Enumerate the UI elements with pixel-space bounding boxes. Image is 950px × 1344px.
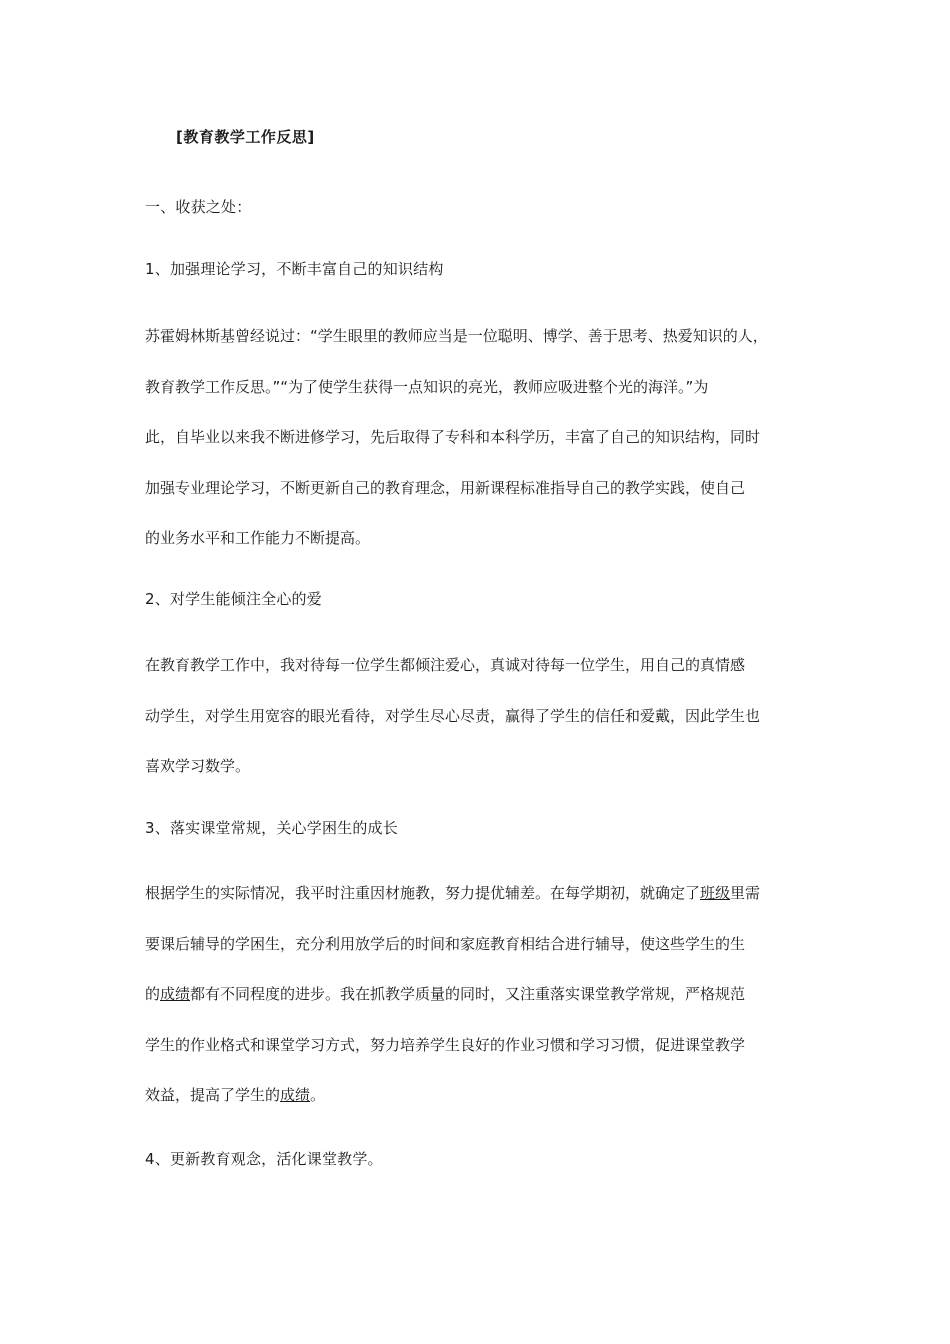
text-segment: 。 — [310, 1086, 326, 1104]
item-2-paragraph — [145, 640, 813, 792]
paragraph-line: 在教育教学工作中，我对待每一位学生都倾注爱心，真诚对待每一位学生，用自己的真情感 — [145, 656, 746, 674]
document-title: [教育教学工作反思] — [176, 128, 315, 146]
text-segment: 里需 — [730, 884, 761, 902]
paragraph-line: 动学生，对学生用宽容的眼光看待，对学生尽心尽责，赢得了学生的信任和爱戴，因此学生也 — [145, 706, 761, 725]
paragraph-line — [145, 1070, 813, 1121]
item-3-paragraph — [145, 868, 813, 1121]
text-segment: 根据学生的实际情况，我平时注重因材施教，努力提优辅差。在每学期初，就确定了 — [145, 884, 701, 902]
paragraph-line: 学生的作业格式和课堂学习方式，努力培养学生良好的作业习惯和学习习惯，促进课堂教学 — [145, 1035, 746, 1054]
item-3-heading: 3、落实课堂常规，关心学困生的成长 — [145, 819, 398, 837]
class-link[interactable]: 班级 — [700, 884, 731, 902]
item-4-heading: 4、更新教育观念，活化课堂教学。 — [145, 1150, 383, 1168]
text-segment: 效益，提高了学生的 — [145, 1086, 281, 1104]
paragraph-line: 的业务水平和工作能力不断提高。 — [145, 529, 371, 547]
paragraph-line: 教育教学工作反思。”“为了使学生获得一点知识的亮光，教师应吸进整个光的海洋。”为 — [145, 377, 709, 396]
paragraph-line: 加强专业理论学习，不断更新自己的教育理念，用新课程标准指导自己的教学实践，使自己 — [145, 478, 746, 497]
paragraph-line — [145, 969, 813, 1020]
item-1-paragraph — [145, 311, 813, 564]
grades-link[interactable]: 成绩 — [280, 1086, 311, 1104]
paragraph-line: 此，自毕业以来我不断进修学习，先后取得了专科和本科学历，丰富了自己的知识结构，同时 — [145, 428, 761, 446]
paragraph-line: 喜欢学习数学。 — [145, 757, 251, 775]
text-segment: 的 — [145, 985, 161, 1003]
paragraph-line: 要课后辅导的学困生，充分利用放学后的时间和家庭教育相结合进行辅导，使这些学生的生 — [145, 934, 746, 953]
grades-link[interactable]: 成绩 — [160, 985, 191, 1003]
text-segment: 都有不同程度的进步。我在抓教学质量的同时，又注重落实课堂教学常规，严格规范 — [190, 985, 746, 1003]
paragraph-line — [145, 868, 813, 919]
section-heading-harvest: 一、收获之处： — [145, 198, 252, 216]
paragraph-line: 苏霍姆林斯基曾经说过：“学生眼里的教师应当是一位聪明、博学、善于思考、热爱知识的人， — [145, 327, 768, 345]
item-2-heading: 2、对学生能倾注全心的爱 — [145, 590, 322, 608]
item-1-heading: 1、加强理论学习，不断丰富自己的知识结构 — [145, 260, 444, 278]
